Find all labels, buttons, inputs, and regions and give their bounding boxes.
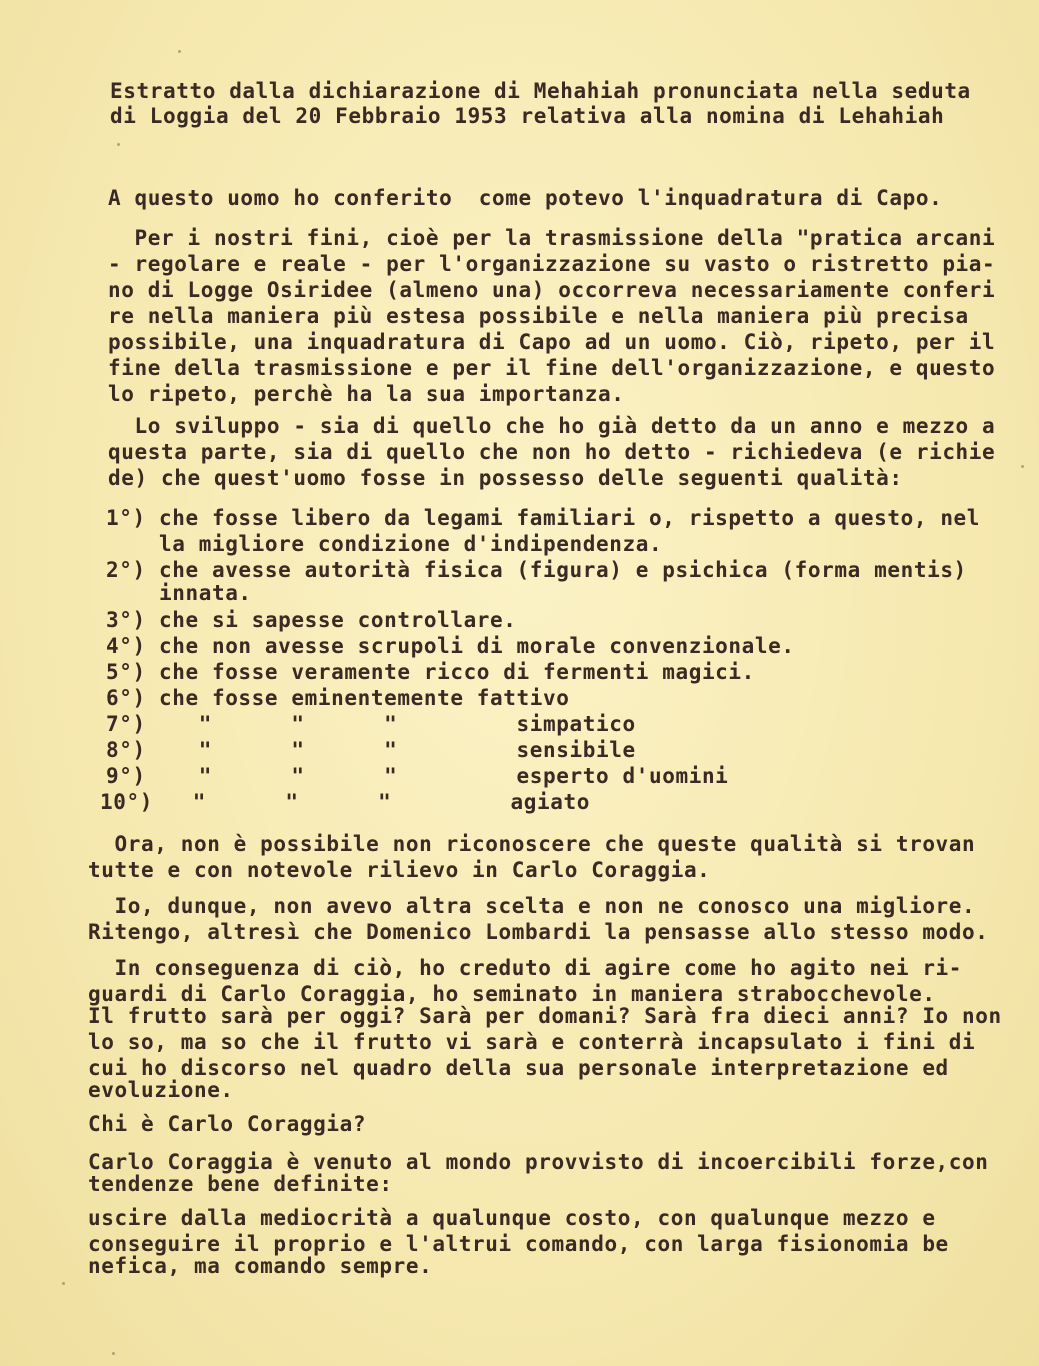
header-line: Estratto dalla dichiarazione di Mehahiah pronunciata nella seduta [110, 79, 971, 103]
paragraph-line: Il frutto sarà per oggi? Sarà per domani? Sarà fra dieci anni? Io non [88, 1004, 1002, 1028]
paper-speck [1021, 465, 1024, 468]
paper-speck [178, 50, 181, 53]
paragraph-line: Lo sviluppo - sia di quello che ho già detto da un anno e mezzo a [108, 414, 996, 438]
list-item: 6°) che fosse eminentemente fattivo [106, 686, 570, 710]
list-item: innata. [106, 581, 252, 605]
paragraph-line: possibile, una inquadratura di Capo ad un uomo. Ciò, ripeto, per il [108, 330, 996, 354]
paragraph-line: tutte e con notevole rilievo in Carlo Coraggia. [88, 858, 711, 882]
paragraph-line: fine della trasmissione e per il fine dell'organizzazione, e questo [108, 356, 996, 380]
paragraph-line: cui ho discorso nel quadro della sua personale interpretazione ed [88, 1056, 949, 1080]
paragraph-line: In conseguenza di ciò, ho creduto di agire come ho agito nei ri- [88, 956, 963, 980]
list-item: 3°) che si sapesse controllare. [106, 608, 517, 632]
header-line: di Loggia del 20 Febbraio 1953 relativa alla nomina di Lehahiah [110, 104, 945, 128]
paragraph-line: - regolare e reale - per l'organizzazione su vasto o ristretto pia- [108, 252, 996, 276]
paragraph-line: lo ripeto, perchè ha la sua importanza. [108, 382, 625, 406]
paragraph-line: de) che quest'uomo fosse in possesso delle seguenti qualità: [108, 466, 903, 490]
paragraph-line: guardi di Carlo Coraggia, ho seminato in maniera strabocchevole. [88, 982, 936, 1006]
paragraph-line: Ora, non è possibile non riconoscere che queste qualità si trovan [88, 832, 976, 856]
list-item: 2°) che avesse autorità fisica (figura) e psichica (forma mentis) [106, 558, 967, 582]
paragraph-line: Per i nostri fini, cioè per la trasmissione della "pratica arcani [108, 226, 996, 250]
paragraph-line: no di Logge Osiridee (almeno una) occorreva necessariamente conferi [108, 278, 996, 302]
question-line: Chi è Carlo Coraggia? [88, 1112, 367, 1136]
paragraph-line: lo so, ma so che il frutto vi sarà e conterrà incapsulato i fini di [88, 1030, 976, 1054]
paragraph-line: conseguire il proprio e l'altrui comando, con larga fisionomia be [88, 1232, 949, 1256]
list-item: 5°) che fosse veramente ricco di fermenti magici. [106, 660, 755, 684]
paragraph-line: nefica, ma comando sempre. [88, 1254, 433, 1278]
paper-speck [112, 1352, 115, 1355]
paragraph-line: Ritengo, altresì che Domenico Lombardi la pensasse allo stesso modo. [88, 920, 989, 944]
paragraph-line: Carlo Coraggia è venuto al mondo provvisto di incoercibili forze,con [88, 1150, 989, 1174]
paper-speck [117, 143, 120, 146]
list-item: 9°) " " " esperto d'uomini [106, 764, 729, 788]
paragraph-line: questa parte, sia di quello che non ho detto - richiedeva (e richie [108, 440, 996, 464]
list-item: 4°) che non avesse scrupoli di morale convenzionale. [106, 634, 795, 658]
paragraph-line: tendenze bene definite: [88, 1172, 393, 1196]
list-item: la migliore condizione d'indipendenza. [106, 532, 663, 556]
paragraph-line: uscire dalla mediocrità a qualunque costo, con qualunque mezzo e [88, 1206, 936, 1230]
paragraph-line: re nella maniera più estesa possibile e nella maniera più precisa [108, 304, 969, 328]
list-item: 8°) " " " sensibile [106, 738, 636, 762]
list-item: 1°) che fosse libero da legami familiari o, rispetto a questo, nel [106, 506, 981, 530]
list-item: 10°) " " " agiato [100, 790, 590, 814]
intro-line: A questo uomo ho conferito come potevo l'inquadratura di Capo. [108, 186, 943, 210]
paper-speck [62, 1282, 65, 1285]
list-item: 7°) " " " simpatico [106, 712, 636, 736]
paragraph-line: evoluzione. [88, 1078, 234, 1102]
paragraph-line: Io, dunque, non avevo altra scelta e non ne conosco una migliore. [88, 894, 976, 918]
